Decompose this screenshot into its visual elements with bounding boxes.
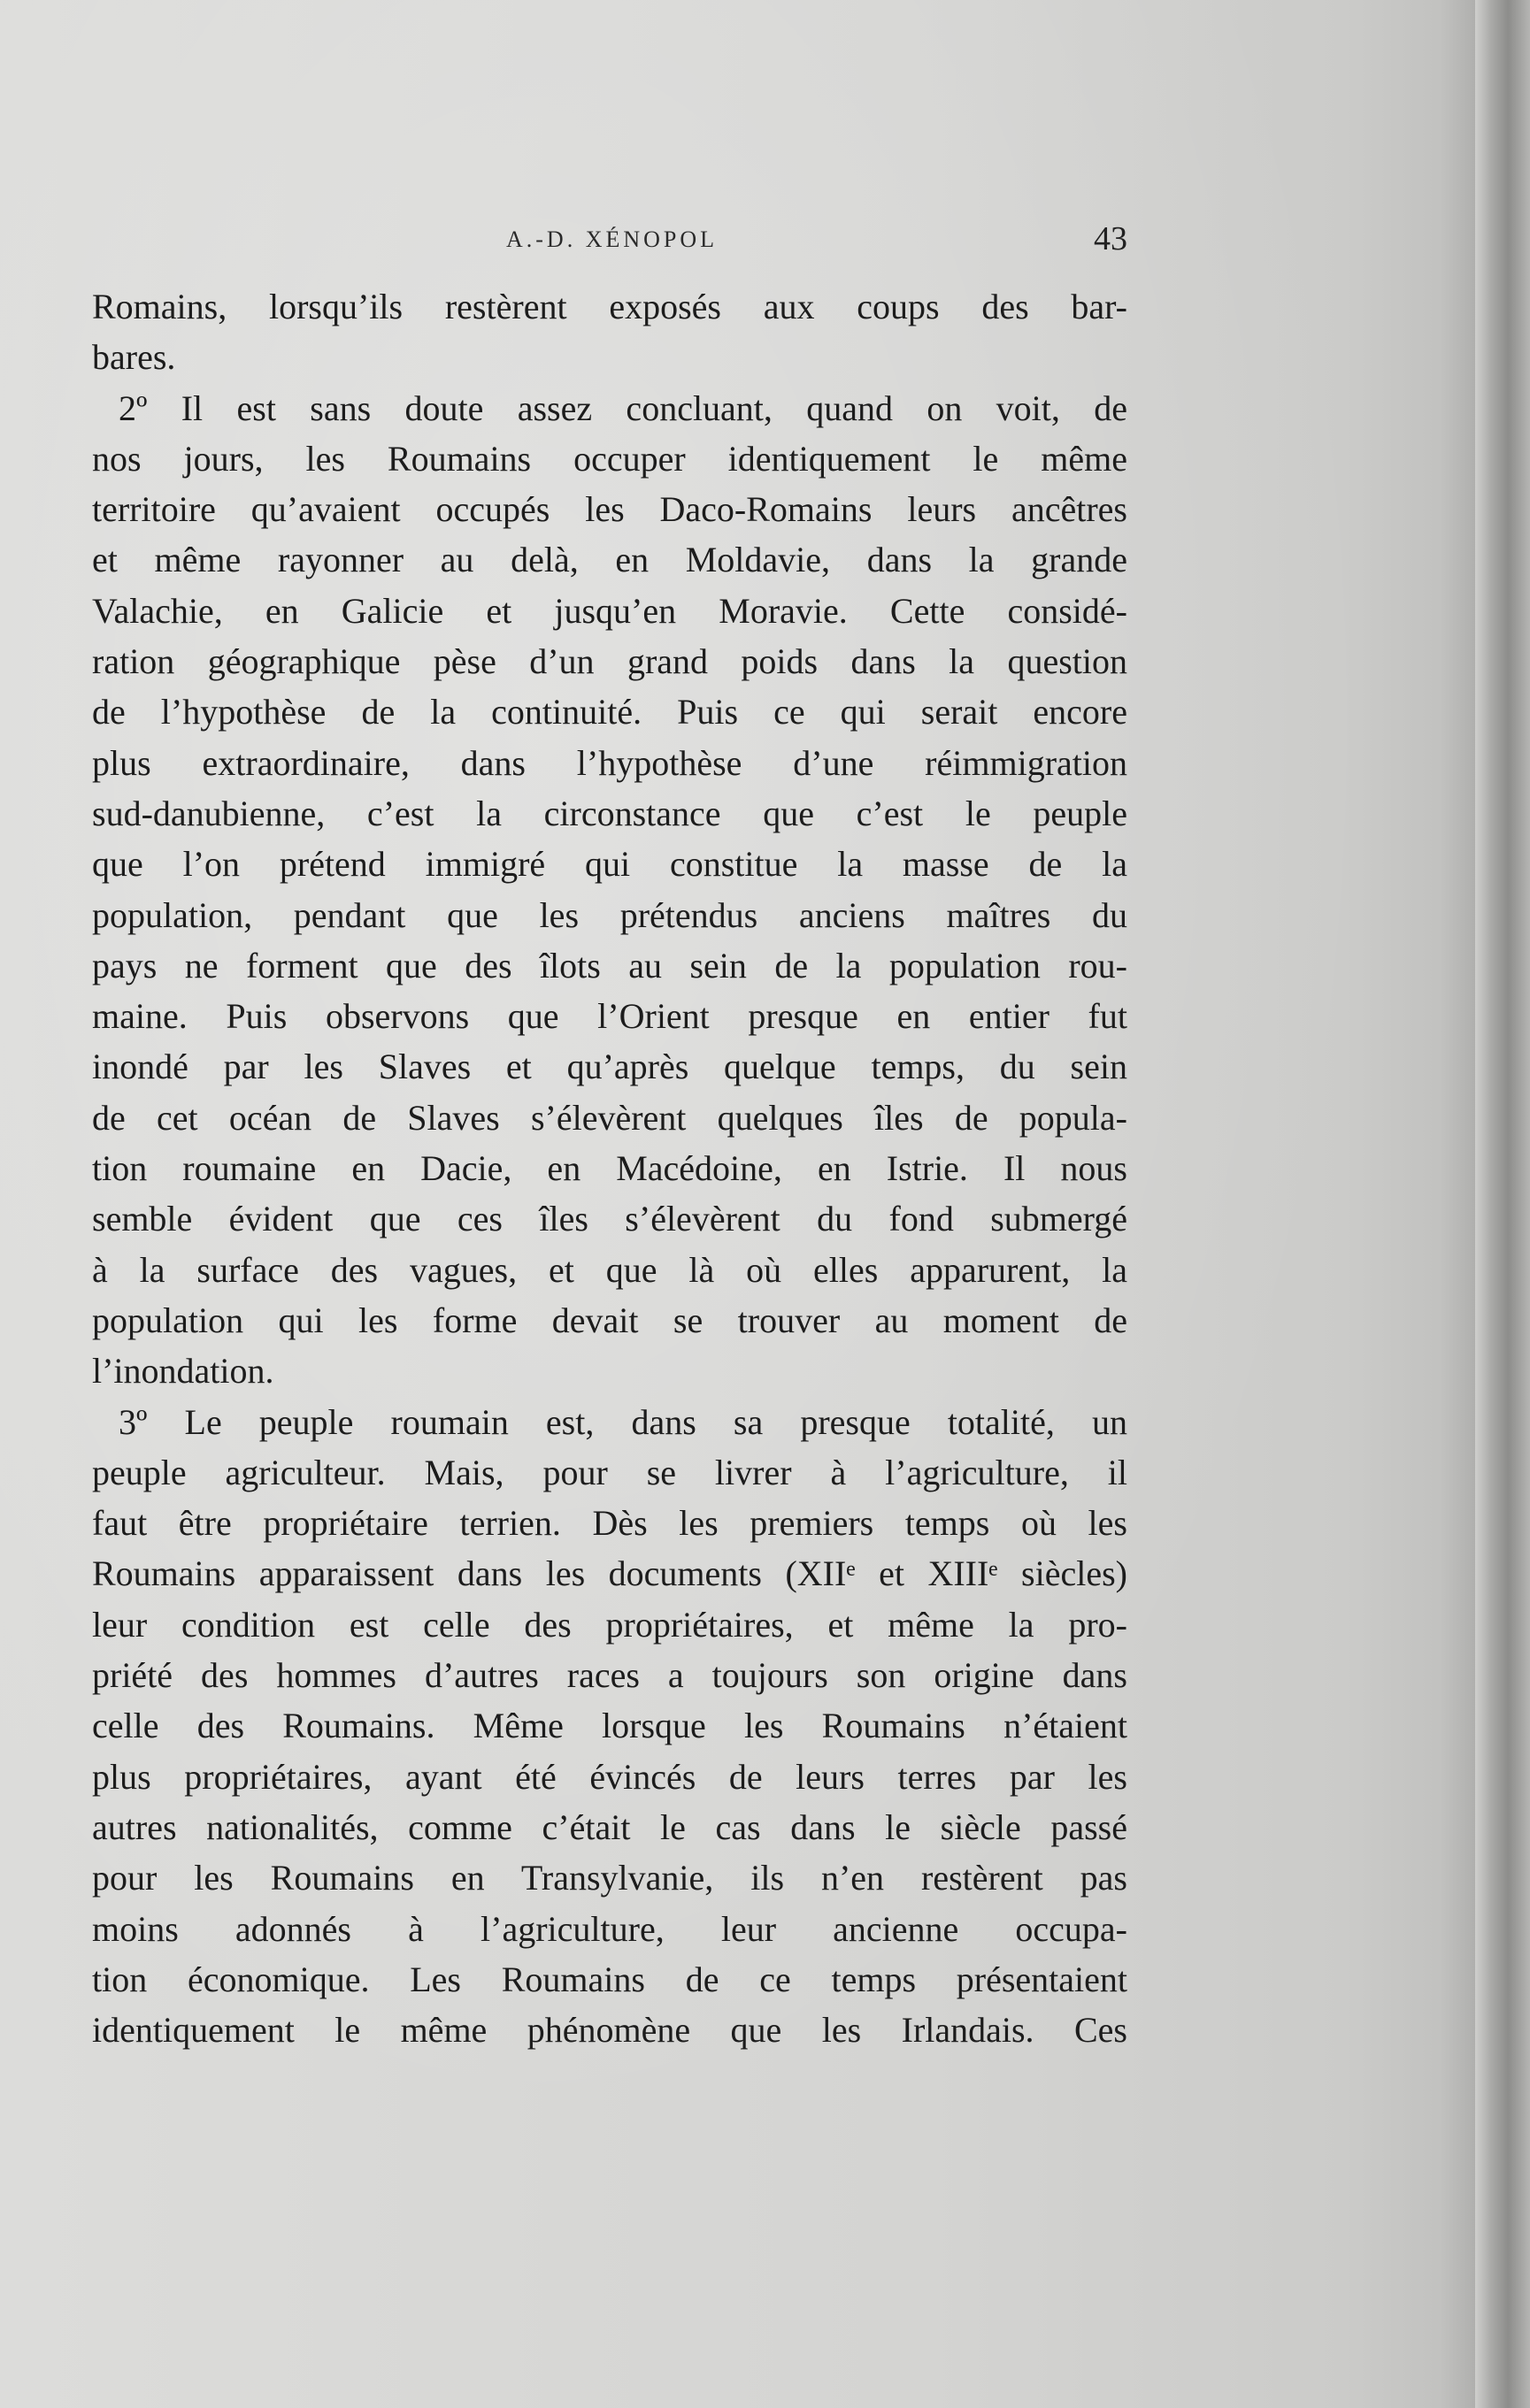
text-line: plus extraordinaire, dans l’hypothèse d’une réimmigration [92,742,1127,783]
gutter-shadow [1440,0,1475,2408]
text-line: à la surface des vagues, et que là où elles apparurent, la [92,1249,1127,1290]
text-line: ration géographique pèse d’un grand poids dans la question [92,641,1127,682]
page-number: 43 [1094,220,1127,257]
text-line: 3º Le peuple roumain est, dans sa presque totalité, un [119,1401,1127,1442]
text-line: moins adonnés à l’agriculture, leur ancienne occupa- [92,1908,1127,1949]
text-line: et même rayonner au delà, en Moldavie, dans la grande [92,540,1127,580]
text-line: pays ne forment que des îlots au sein de la population rou- [92,945,1127,985]
text-line: sud-danubienne, c’est la circonstance que c’est le peuple [92,793,1127,833]
text-line: population, pendant que les prétendus anciens maîtres du [92,894,1127,935]
text-line: leur condition est celle des propriétaires, et même la pro- [92,1604,1127,1645]
text-line: peuple agriculteur. Mais, pour se livrer à l’agriculture, il [92,1452,1127,1492]
text-line: territoire qu’avaient occupés les Daco-Romains leurs ancêtres [92,489,1127,530]
body-text [92,281,1127,2055]
text-line: nos jours, les Roumains occuper identiquement le même [92,438,1127,479]
text-line: priété des hommes d’autres races a toujours son origine dans [92,1655,1127,1696]
text-line: de cet océan de Slaves s’élevèrent quelques îles de popula- [92,1097,1127,1138]
text-line: autres nationalités, comme c’était le cas dans le siècle passé [92,1806,1127,1847]
text-line: celle des Roumains. Même lorsque les Roumains n’étaient [92,1706,1127,1746]
text-line: population qui les forme devait se trouver au moment de [92,1300,1127,1340]
text-line: Romains, lorsqu’ils restèrent exposés aux coups des bar- [92,287,1127,326]
text-line: bares. [92,337,176,378]
text-line: identiquement le même phénomène que les Irlandais. Ces [92,2010,1127,2051]
text-line: Roumains apparaissent dans les documents (XIIᵉ et XIIIᵉ siècles) [92,1553,1127,1594]
text-line: Valachie, en Galicie et jusqu’en Moravie. Cette considé- [92,590,1127,631]
text-line: semble évident que ces îles s’élevèrent du fond submergé [92,1199,1127,1239]
text-line: tion économique. Les Roumains de ce temps présentaient [92,1959,1127,1999]
text-line: l’inondation. [92,1351,274,1392]
text-line: maine. Puis observons que l’Orient presque en entier fut [92,996,1127,1037]
running-head: A.-D. XÉNOPOL [506,226,719,252]
book-spine-edge [1475,0,1530,2408]
text-line: tion roumaine en Dacie, en Macédoine, en Istrie. Il nous [92,1148,1127,1189]
text-line: faut être propriétaire terrien. Dès les premiers temps où les [92,1503,1127,1544]
text-line: que l’on prétend immigré qui constitue la masse de la [92,844,1127,885]
text-line: de l’hypothèse de la continuité. Puis ce qui serait encore [92,692,1127,732]
text-line: plus propriétaires, ayant été évincés de leurs terres par les [92,1756,1127,1797]
text-line: inondé par les Slaves et qu’après quelque temps, du sein [92,1047,1127,1087]
text-line: 2º Il est sans doute assez concluant, quand on voit, de [119,387,1127,428]
text-line: pour les Roumains en Transylvanie, ils n’en restèrent pas [92,1858,1127,1898]
page-header [92,219,1127,264]
